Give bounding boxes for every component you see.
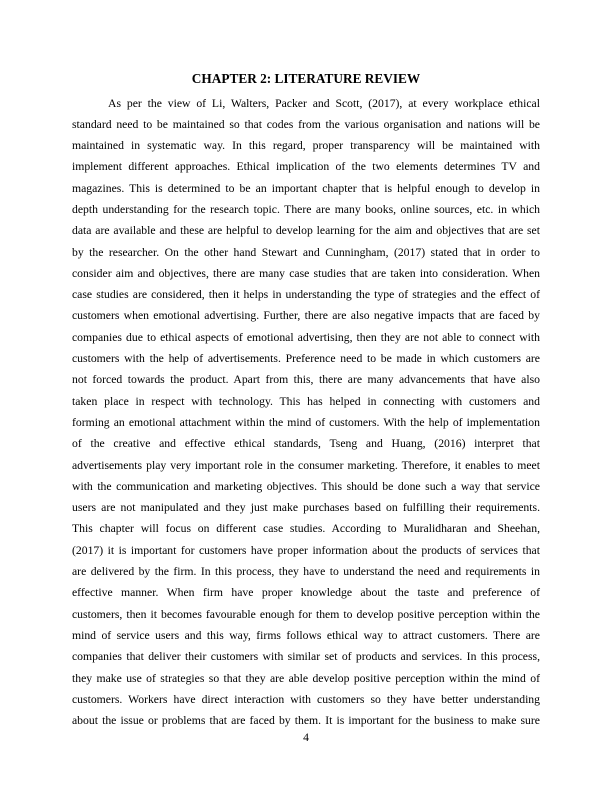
paragraph-line: effective manner. When firm have proper knowledge about the taste and preference of bbox=[72, 586, 540, 600]
literature-review-paragraph bbox=[72, 93, 540, 732]
paragraph-line: data are available and these are helpful to develop learning for the aim and objectives that are set bbox=[72, 224, 540, 238]
paragraph-line: depth understanding for the research topic. There are many books, online sources, etc. in which bbox=[72, 202, 540, 216]
paragraph-line: advertisements play very important role in the consumer marketing. Therefore, it enables to meet bbox=[72, 458, 540, 472]
paragraph-line: standard need to be maintained so that codes from the various organisation and nations will be bbox=[72, 117, 540, 131]
paragraph-line: not forced towards the product. Apart from this, there are many advancements that have also bbox=[72, 373, 540, 387]
paragraph-line: maintained in systematic way. In this regard, proper transparency will be maintained with bbox=[72, 139, 540, 153]
paragraph-line: mind of service users and this way, firms follows ethical way to attract customers. There are bbox=[72, 628, 540, 642]
paragraph-line: taken place in respect with technology. This has helped in connecting with customers and bbox=[72, 394, 540, 408]
paragraph-line: companies that deliver their customers with similar set of products and services. In this process, bbox=[72, 650, 540, 664]
paragraph-line: customers, then it becomes favourable enough for them to develop positive perception within the bbox=[72, 607, 540, 621]
paragraph-line: are delivered by the firm. In this process, they have to understand the need and requirements in bbox=[72, 565, 540, 579]
paragraph-line: with the communication and marketing objectives. This should be done such a way that service bbox=[72, 479, 540, 493]
paragraph-line: As per the view of Li, Walters, Packer and Scott, (2017), at every workplace ethical bbox=[108, 96, 540, 110]
paragraph-line: about the issue or problems that are faced by them. It is important for the business to make sure bbox=[72, 714, 540, 728]
paragraph-line: This chapter will focus on different case studies. According to Muralidharan and Sheehan, bbox=[72, 522, 540, 536]
paragraph-line: they make use of strategies so that they are able develop positive perception within the mind of bbox=[72, 671, 540, 685]
paragraph-line: case studies are considered, then it helps in understanding the type of strategies and the effect of bbox=[72, 288, 540, 302]
page-number: 4 bbox=[303, 731, 309, 744]
paragraph-line: implement different approaches. Ethical implication of the two elements determines TV and bbox=[72, 160, 540, 174]
paragraph-line: companies due to ethical aspects of emotional advertising, then they are not able to connect with bbox=[72, 330, 540, 344]
paragraph-line: (2017) it is important for customers have proper information about the products of services that bbox=[72, 543, 540, 557]
paragraph-line: users are not manipulated and they just make purchases based on fulfilling their requirements. bbox=[72, 501, 540, 515]
paragraph-line: customers when emotional advertising. Further, there are also negative impacts that are faced by bbox=[72, 309, 540, 323]
paragraph-line: consider aim and objectives, there are many case studies that are taken into consideration. When bbox=[72, 266, 540, 280]
chapter-title: CHAPTER 2: LITERATURE REVIEW bbox=[191, 71, 421, 86]
paragraph-line: by the researcher. On the other hand Stewart and Cunningham, (2017) stated that in order to bbox=[72, 245, 540, 259]
paragraph-line: forming an emotional attachment within the mind of customers. With the help of implementation bbox=[72, 415, 540, 429]
paragraph-line: customers with the help of advertisements. Preference need to be made in which customers are bbox=[72, 352, 540, 366]
paragraph-line: of the creative and effective ethical standards, Tseng and Huang, (2016) interpret that bbox=[72, 437, 540, 451]
paragraph-line: customers. Workers have direct interaction with customers so they have better understanding bbox=[72, 692, 540, 706]
paragraph-line: magazines. This is determined to be an important chapter that is helpful enough to develop in bbox=[72, 181, 540, 195]
